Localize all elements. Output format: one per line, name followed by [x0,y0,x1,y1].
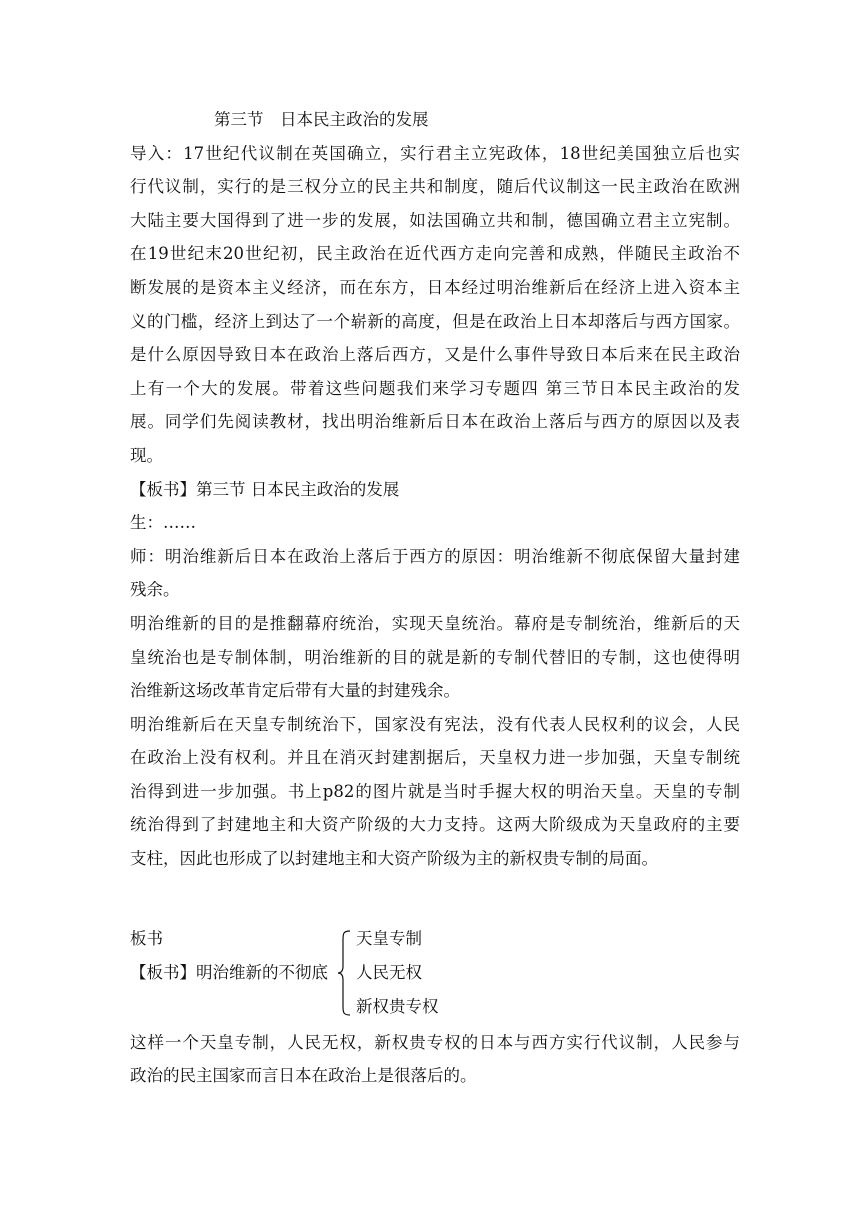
board-heading: 【板书】明治维新的不彻底 [130,962,328,982]
text-line: 断发展的是资本主义经济，而在东方，日本经过明治维新后在经济上进入资本主 [130,277,740,297]
text-line: 残余。 [130,580,180,600]
text-line: 皇统治也是专制体制，明治维新的目的就是新的专制代替旧的专制，这也使得明 [130,647,740,667]
curly-brace-icon [337,930,351,1016]
conclusion-paragraph [130,1026,740,1093]
intro-paragraph [130,137,740,473]
emperor-paragraph [130,708,740,876]
brace-item: 人民无权 [356,962,422,982]
brace-item-list [356,922,439,1024]
text-line: 展。同学们先阅读教材，找出明治维新后日本在政治上落后与西方的原因以及表 [130,412,740,432]
text-line: 上有一个大的发展。带着这些问题我们来学习专题四 第三节日本民主政治的发 [130,378,740,398]
teacher-paragraph [130,540,740,607]
text-line: 现。 [130,445,163,465]
text-line: 政治的民主国家而言日本在政治上是很落后的。 [130,1066,477,1086]
text-line: 义的门槛，经济上到达了一个崭新的高度，但是在政治上日本却落后与西方国家。 [130,311,740,331]
paragraph-gap [130,876,740,922]
text-line: 统治得到了封建地主和大资产阶级的大力支持。这两大阶级成为天皇政府的主要 [130,815,740,835]
text-line: 明治维新的目的是推翻幕府统治，实现天皇统治。幕府是专制统治，维新后的天 [130,613,740,633]
text-line: 在政治上没有权利。并且在消灭封建割据后，天皇权力进一步加强，天皇专制统 [130,748,740,768]
text-line: 导入：17世纪代议制在英国确立，实行君主立宪政体，18世纪美国独立后也实 [130,143,740,163]
text-line: 治维新这场改革肯定后带有大量的封建残余。 [130,681,460,701]
brace-item: 天皇专制 [356,928,422,948]
text-line: 明治维新后在天皇专制统治下，国家没有宪法，没有代表人民权利的议会，人民 [130,714,740,734]
text-line: 行代议制，实行的是三权分立的民主共和制度，随后代议制这一民主政治在欧洲 [130,177,740,197]
document-page [130,103,740,1093]
student-line: 生：…… [130,513,196,533]
text-line: 大陆主要大国得到了进一步的发展，如法国确立共和制，德国确立君主立宪制。 [130,210,740,230]
board-line: 【板书】第三节 日本民主政治的发展 [130,479,400,499]
purpose-paragraph [130,607,740,708]
text-line: 支柱，因此也形成了以封建地主和大资产阶级为主的新权贵专制的局面。 [130,849,658,869]
brace-item: 新权贵专权 [356,996,439,1016]
text-line: 治得到进一步加强。书上p82的图片就是当时手握大权的明治天皇。天皇的专制 [130,781,740,801]
board-label: 板书 [130,928,163,948]
text-line: 师：明治维新后日本在政治上落后于西方的原因：明治维新不彻底保留大量封建 [130,546,740,566]
text-line: 是什么原因导致日本在政治上落后西方，又是什么事件导致日本后来在民主政治 [130,345,740,365]
text-line: 这样一个天皇专制，人民无权，新权贵专权的日本与西方实行代议制，人民参与 [130,1032,740,1052]
board-outline [130,922,740,1026]
text-line: 在19世纪末20世纪初，民主政治在近代西方走向完善和成熟，伴随民主政治不 [130,244,740,264]
section-title: 第三节 日本民主政治的发展 [214,110,429,129]
